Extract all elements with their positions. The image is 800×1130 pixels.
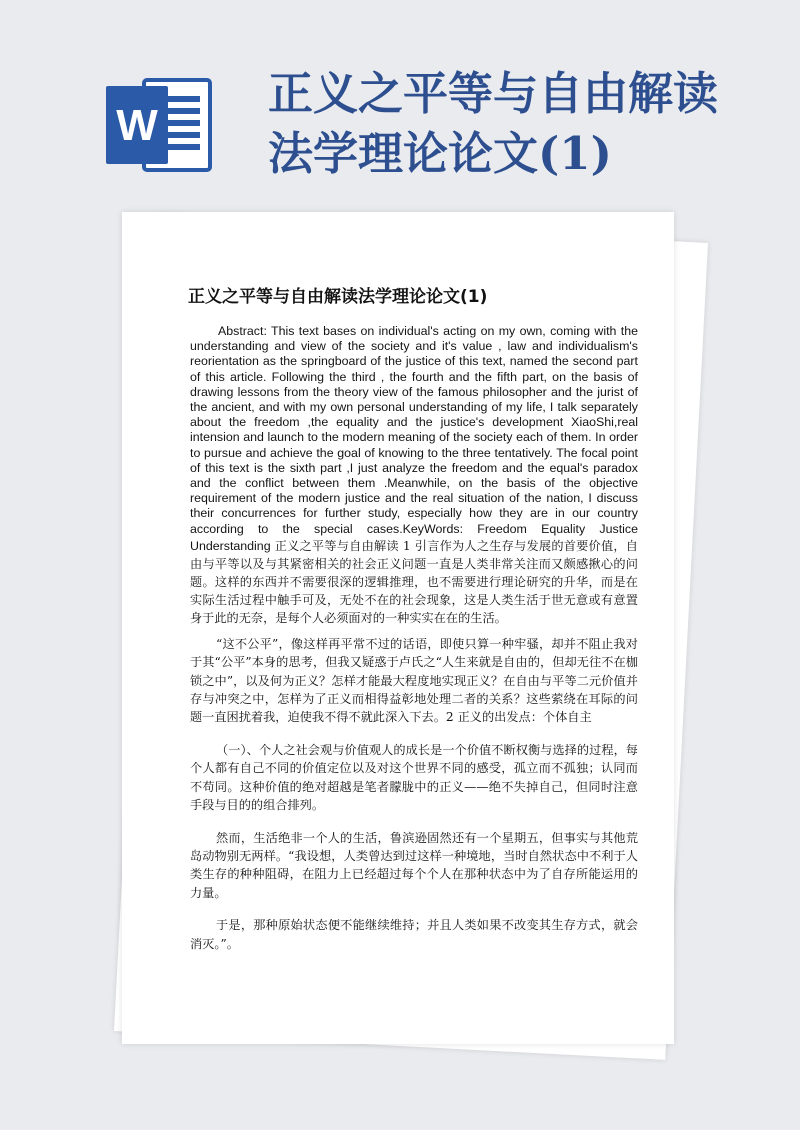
document-body [190,324,638,967]
word-document-icon [106,74,214,176]
document-heading: 正义之平等与自由解读法学理论论文(1) [188,287,488,307]
abstract-paragraph [190,324,638,627]
page-title: 正义之平等与自由解读法学理论论文(1) [268,67,719,180]
body-paragraph-4: 于是，那种原始状态便不能继续维持；并且人类如果不改变其生存方式，就会消灭。”。 [190,918,638,951]
abstract-text: Abstract: This text bases on individual's acting on my own, coming with the understanding and view of the society and it's value , law and individualism's reorientation as the springboard of the justice of this text, named the second part of this article. Following the third , the fourth and the fifth part, on the basis of drawing lessons from the theory view of the famous philosopher and the jurist of the ancient, and with my own personal understanding of my life, I talk separately about the freedom ,the equality and the justice's development XiaoShi,real intension and launch to the modern meaning of the society each of them. In order to pursue and achieve the goal of knowing to the three tentatively. The focal point of this text is the sixth part ,I just analyze the freedom and the equal's paradox and the conflict between them .Meanwhile, on the basis of the objective requirement of the modern justice and the real situation of the nation, I discuss their concurrences for further study, especially how they are in our country according to the special cases.KeyWords: Freedom Equality Justice Understanding [190,324,638,553]
body-paragraph-2: （一）、个人之社会观与价值观人的成长是一个价值不断权衡与选择的过程，每个人都有自己不同的价值定位以及对这个世界不同的感受，孤立而不孤独；认同而不苟同。这种价值的绝对超越是笔者朦胧中的正义——绝不失掉自己，但同时注意手段与目的的组合排列。 [190,742,638,813]
svg-text:W: W [116,101,158,150]
body-paragraph-3: 然而，生活绝非一个人的生活，鲁滨逊固然还有一个星期五，但事实与其他荒岛动物别无两样。“我设想，人类曾达到过这样一种境地，当时自然状态中不利于人类生存的种种阻碍，在阻力上已经超过每个个人在那种状态中为了自存所能运用的力量。 [190,830,638,900]
introduction-text: 正义之平等与自由解读 1 引言作为人之生存与发展的首要价值，自由与平等以及与其紧密相关的社会正义问题一直是人类非常关注而又颇感揪心的问题。这样的东西并不需要很深的逻辑推理，也不需要进行理论研究的升华，而是在实际生活过程中触手可及，无处不在的社会现象，这是人类生活于世无意或有意置身于此的无奈，是每个人必须面对的一种实实在在的生活。 [190,538,638,625]
body-paragraph-1: “这不公平”，像这样再平常不过的话语，即使只算一种牢骚，却并不阻止我对于其“公平”本身的思考，但我又疑惑于卢氏之“人生来就是自由的，但却无往不在枷锁之中”，以及何为正义？怎样才能最大程度地实现正义？在自由与平等二元价值并存与冲突之中，怎样为了正义而相得益彰地处理二者的关系？这些萦绕在耳际的问题一直困扰着我，迫使我不得不就此深入下去。2 正义的出发点：个体自主 [190,636,638,725]
